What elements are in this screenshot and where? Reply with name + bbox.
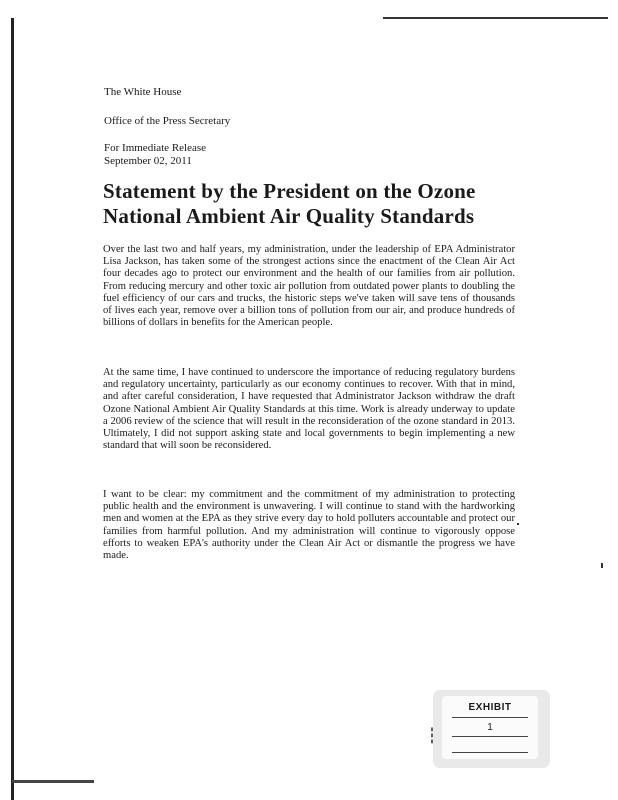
exhibit-sticker-edge-print: ▮▮▮ [429,726,435,744]
header-organization: The White House [104,86,182,98]
header-date: September 02, 2011 [104,155,192,167]
exhibit-rule-top [452,717,528,718]
statement-title-line1: Statement by the President on the Ozone [103,179,476,203]
scan-speck [517,523,519,525]
exhibit-rule-middle [452,736,528,737]
scan-edge-top [383,17,608,19]
body-paragraph-2: At the same time, I have continued to underscore the importance of reducing regulatory burdens and regulatory uncertainty, particularly as our economy continues to recover. With that in mind, and after careful consideration, I have requested that Administrator Jackson withdraw the draft Ozone National Ambient Air Quality Standards at this time. Work is already underway to update a 2006 review of the science that will result in the reconsideration of the ozone standard in 2013. Ultimately, I did not support asking state and local governments to begin implementing a new standard that will soon be reconsidered. [103,367,515,452]
scan-speck [601,563,603,568]
exhibit-label: EXHIBIT [468,702,512,713]
exhibit-sticker-label-area [442,696,538,759]
scan-edge-left [11,18,14,800]
body-paragraph-1: Over the last two and half years, my administration, under the leadership of EPA Administrator Lisa Jackson, has taken some of the strongest actions since the enactment of the Clean Air Act four decades ago to protect our environment and the health of our families from air pollution. From reducing mercury and other toxic air pollution from outdated power plants to doubling the fuel efficiency of our cars and trucks, the historic steps we've taken will save tens of thousands of lives each year, remove over a billion tons of pollution from our air, and produce hundreds of billions of dollars in benefits for the American people. [103,244,515,329]
header-release: For Immediate Release [104,142,207,154]
header-office: Office of the Press Secretary [104,115,231,127]
exhibit-sticker [429,690,550,768]
exhibit-number: 1 [487,722,493,733]
body-paragraph-3: I want to be clear: my commitment and the commitment of my administration to protecting public health and the environment is unwavering. I will continue to stand with the hardworking men and women at the EPA as they strive every day to hold polluters accountable and protect our families from harmful pollution. And my administration will continue to vigorously oppose efforts to weaken EPA's authority under the Clean Air Act or dismantle the progress we have made. [103,489,515,562]
statement-title [103,179,523,229]
statement-title-line2: National Ambient Air Quality Standards [103,204,475,228]
exhibit-rule-bottom [452,752,528,753]
scan-edge-bottom [12,780,94,783]
